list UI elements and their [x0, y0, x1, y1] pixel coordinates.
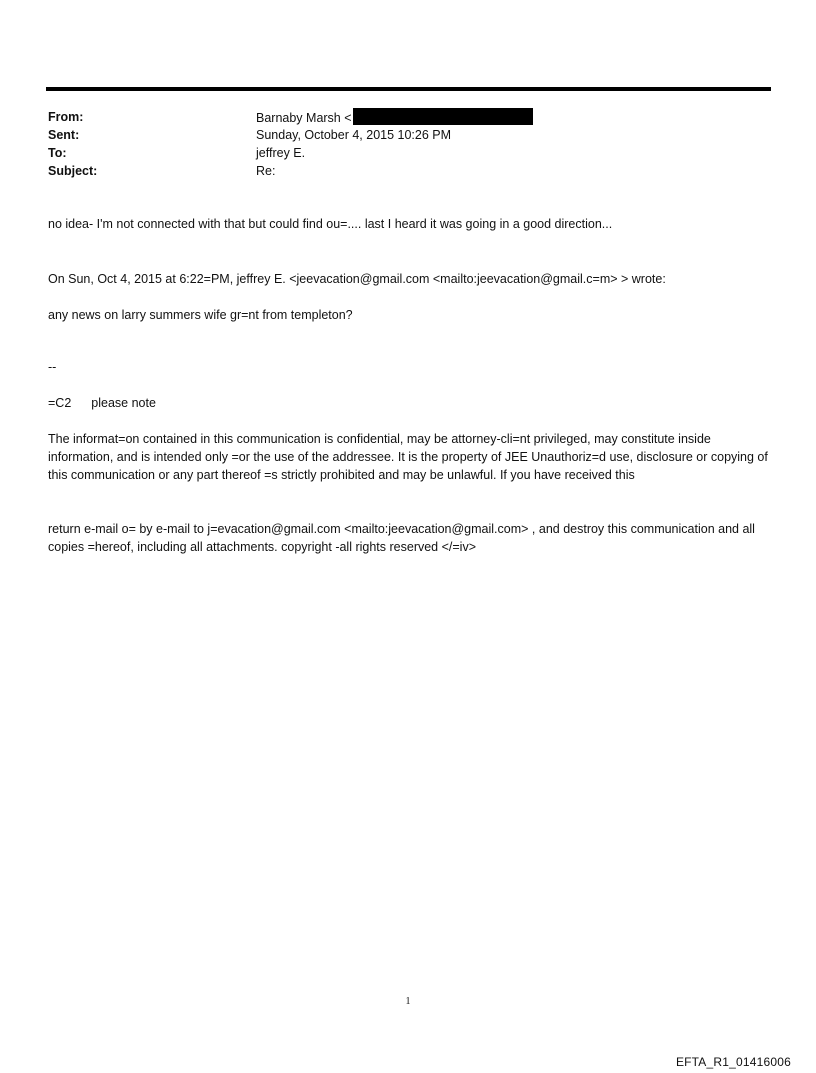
reply-text: no idea- I'm not connected with that but could find ou=.... last I heard it was going in a good direction...: [48, 217, 613, 231]
sender-name: Barnaby Marsh <: [256, 111, 352, 125]
subject-row: [48, 162, 768, 180]
sent-row: [48, 126, 768, 144]
from-label: From:: [48, 110, 84, 124]
to-value: jeffrey E.: [256, 146, 306, 160]
email-header: [48, 108, 768, 180]
redaction-block: [353, 108, 533, 125]
subject-value: Re:: [256, 164, 276, 178]
sent-value: Sunday, October 4, 2015 10:26 PM: [256, 128, 452, 142]
to-label: To:: [48, 146, 67, 160]
signature-code: =C2: [48, 396, 72, 410]
confidentiality-disclaimer: The informat=on contained in this communication is confidential, may be attorney-cli=nt privileged, may constitute inside information, and is intended only =or the use of the addressee. It is the property of JEE Unauthoriz=d use, disclosure or copying of this communication or any part thereof =s strictly prohibited and may be unlawful. If you have received this: [48, 432, 768, 482]
return-notice: return e-mail o= by e-mail to j=evacation@gmail.com <mailto:jeevacation@gmail.com> , and destroy this communication and all copies =hereof, including all attachments. copyright -all rights reserved </=iv>: [48, 522, 755, 554]
from-row: [48, 108, 768, 126]
subject-label: Subject:: [48, 164, 98, 178]
from-value: [256, 108, 533, 127]
to-row: [48, 144, 768, 162]
quoted-question: any news on larry summers wife gr=nt from templeton?: [48, 308, 353, 322]
sent-label: Sent:: [48, 128, 80, 142]
signature-line: [48, 394, 768, 412]
quote-header: On Sun, Oct 4, 2015 at 6:22=PM, jeffrey E. <jeevacation@gmail.com <mailto:jeevacation@gmail.c=m> > wrote:: [48, 272, 666, 286]
signature-dashes: --: [48, 360, 57, 374]
header-divider: [46, 87, 771, 91]
page-number: 1: [405, 996, 411, 1007]
signature-label: please note: [91, 396, 156, 410]
bates-number: EFTA_R1_01416006: [675, 1055, 791, 1069]
